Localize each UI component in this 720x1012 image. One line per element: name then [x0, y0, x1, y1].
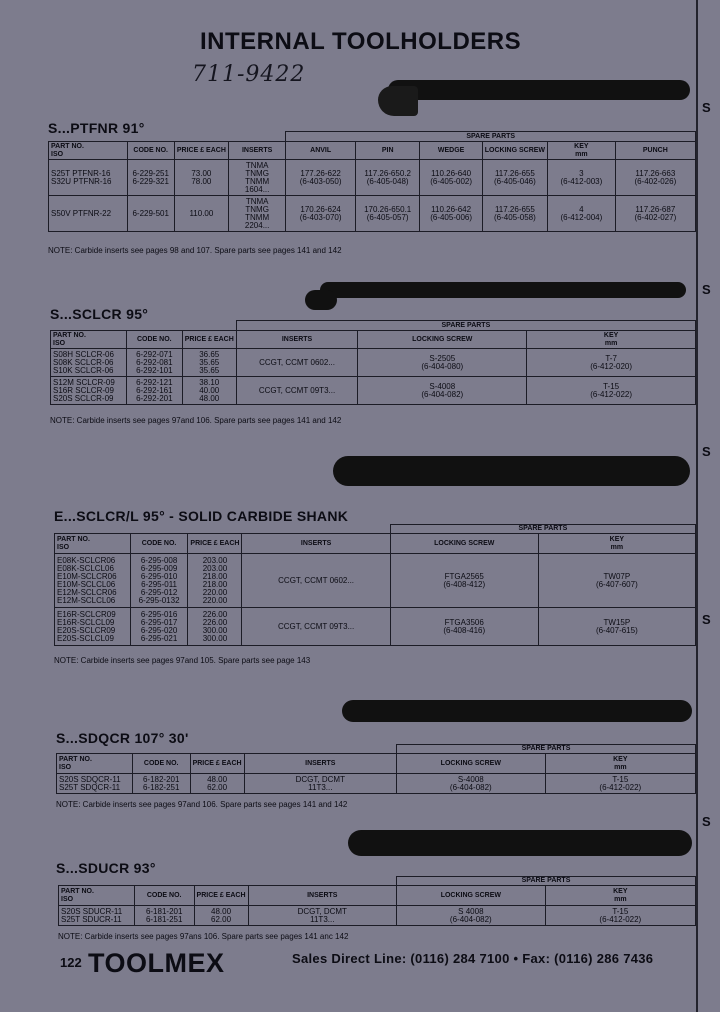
price-cell: 110.00	[174, 196, 228, 232]
table-row	[55, 554, 696, 608]
screw-cell: S 4008 (6-404-082)	[397, 906, 546, 926]
inserts-header: INSERTS	[236, 331, 358, 349]
spare-parts-header: SPARE PARTS	[236, 321, 695, 331]
page-title: INTERNAL TOOLHOLDERS	[200, 28, 522, 55]
table-carbide	[54, 524, 696, 646]
screw-header: LOCKING SCREW	[358, 331, 527, 349]
inserts-cell: DCGT, DCMT 11T3...	[244, 774, 396, 794]
note-sclcr: NOTE: Carbide inserts see pages 97and 106. Spare parts see pages 141 and 142	[50, 416, 342, 425]
price-header: PRICE £ EACH	[188, 534, 242, 554]
anvil-cell: 177.26-622 (6-403-050)	[286, 160, 355, 196]
price-header: PRICE £ EACH	[190, 754, 244, 774]
code-cell: 6-182-201 6-182-251	[132, 774, 190, 794]
iso-cell: E08K-SCLCR06 E08K-SCLCL06 E10M-SCLCR06 E10M-SCLCL06 E12M-SCLCR06 E12M-SCLCL06	[55, 554, 131, 608]
iso-cell: S25T PTFNR-16 S32U PTFNR-16	[49, 160, 128, 196]
code-cell: 6-295-016 6-295-017 6-295-020 6-295-021	[130, 608, 188, 646]
anvil-cell: 170.26-624 (6-403-070)	[286, 196, 355, 232]
edge-letter: S	[702, 612, 711, 627]
code-header: CODE NO.	[130, 534, 188, 554]
section-heading-sclcr: S...SCLCR 95°	[50, 306, 149, 322]
section-heading-sdqcr: S...SDQCR 107° 30'	[56, 730, 189, 746]
price-cell: 226.00 226.00 300.00 300.00	[188, 608, 242, 646]
tool-image-ptfnr	[388, 80, 690, 100]
price-header: PRICE £ EACH	[194, 886, 248, 906]
section-heading-sducr: S...SDUCR 93°	[56, 860, 156, 876]
section-heading-carbide: E...SCLCR/L 95° - SOLID CARBIDE SHANK	[54, 508, 349, 524]
inserts-cell: CCGT, CCMT 09T3...	[242, 608, 390, 646]
key-cell: TW07P (6-407-607)	[538, 554, 695, 608]
screw-cell: FTGA3506 (6-408-416)	[390, 608, 538, 646]
tool-image-sclcr	[320, 282, 686, 298]
spare-parts-header: SPARE PARTS	[397, 745, 696, 754]
price-cell: 48.00 62.00	[190, 774, 244, 794]
punch-header: PUNCH	[615, 142, 695, 160]
key-header: KEY mm	[545, 886, 695, 906]
tool-head-ptfnr	[378, 86, 418, 116]
part-iso-header: PART NO. ISO	[57, 754, 133, 774]
tool-image-sdqcr	[342, 700, 692, 722]
key-header: KEY mm	[545, 754, 695, 774]
page-number: 122	[60, 955, 82, 970]
inserts-cell: TNMA TNMG TNMM 1604...	[228, 160, 286, 196]
part-iso-header: PART NO. ISO	[59, 886, 135, 906]
screw-header: LOCKING SCREW	[482, 142, 547, 160]
section-heading-ptfnr: S...PTFNR 91°	[48, 120, 145, 136]
punch-cell: 117.26-687 (6-402-027)	[615, 196, 695, 232]
iso-cell: S08H SCLCR-06 S08K SCLCR-06 S10K SCLCR-06	[51, 349, 127, 377]
handwritten-note: 711-9422	[192, 62, 306, 87]
price-cell: 36.65 35.65 35.65	[182, 349, 236, 377]
key-cell: T-15 (6-412-022)	[545, 774, 695, 794]
screw-header: LOCKING SCREW	[397, 754, 546, 774]
inserts-cell: CCGT, CCMT 09T3...	[236, 377, 358, 405]
screw-cell: S-2505 (6-404-080)	[358, 349, 527, 377]
code-header: CODE NO.	[127, 142, 174, 160]
key-cell: 3 (6-412-003)	[548, 160, 616, 196]
punch-cell: 117.26-663 (6-402-026)	[615, 160, 695, 196]
inserts-header: INSERTS	[244, 754, 396, 774]
price-cell: 73.00 78.00	[174, 160, 228, 196]
inserts-header: INSERTS	[248, 886, 396, 906]
edge-letter: S	[702, 814, 711, 829]
inserts-cell: TNMA TNMG TNMM 2204...	[228, 196, 286, 232]
table-row	[51, 349, 696, 377]
iso-cell: S20S SDUCR-11 S25T SDUCR-11	[59, 906, 135, 926]
tool-image-carbide	[333, 456, 690, 486]
inserts-cell: DCGT, DCMT 11T3...	[248, 906, 396, 926]
anvil-header: ANVIL	[286, 142, 355, 160]
table-ptfnr	[48, 131, 696, 232]
code-header: CODE NO.	[134, 886, 194, 906]
wedge-header: WEDGE	[420, 142, 482, 160]
edge-letter: S	[702, 444, 711, 459]
price-cell: 38.10 40.00 48.00	[182, 377, 236, 405]
table-row	[51, 377, 696, 405]
screw-cell: S-4008 (6-404-082)	[397, 774, 546, 794]
screw-cell: 117.26-655 (6-405-046)	[482, 160, 547, 196]
code-cell: 6-229-251 6-229-321	[127, 160, 174, 196]
table-row	[49, 196, 696, 232]
note-sducr: NOTE: Carbide inserts see pages 97ans 106. Spare parts see pages 141 anc 142	[58, 932, 349, 941]
code-cell: 6-229-501	[127, 196, 174, 232]
price-cell: 48.00 62.00	[194, 906, 248, 926]
edge-letter: S	[702, 100, 711, 115]
pin-cell: 117.26-650.2 (6-405-048)	[355, 160, 420, 196]
code-cell: 6-292-121 6-292-161 6-292-201	[126, 377, 182, 405]
code-header: CODE NO.	[132, 754, 190, 774]
key-header: KEY mm	[527, 331, 696, 349]
inserts-header: INSERTS	[242, 534, 390, 554]
screw-header: LOCKING SCREW	[397, 886, 546, 906]
wedge-cell: 110.26-642 (6-405-006)	[420, 196, 482, 232]
table-row	[57, 774, 696, 794]
spare-parts-header: SPARE PARTS	[397, 877, 696, 886]
table-sducr	[58, 876, 696, 926]
wedge-cell: 110.26-640 (6-405-002)	[420, 160, 482, 196]
key-cell: TW15P (6-407-615)	[538, 608, 695, 646]
table-sclcr	[50, 320, 696, 405]
table-row	[59, 906, 696, 926]
price-header: PRICE £ EACH	[182, 331, 236, 349]
table-row	[49, 160, 696, 196]
screw-header: LOCKING SCREW	[390, 534, 538, 554]
iso-cell: E16R-SCLCR09 E16R-SCLCL09 E20S-SCLCR09 E20S-SCLCL09	[55, 608, 131, 646]
iso-cell: S50V PTFNR-22	[49, 196, 128, 232]
key-cell: 4 (6-412-004)	[548, 196, 616, 232]
note-ptfnr: NOTE: Carbide inserts see pages 98 and 107. Spare parts see pages 141 and 142	[48, 246, 342, 255]
pin-cell: 170.26-650.1 (6-405-057)	[355, 196, 420, 232]
sales-contact-line: Sales Direct Line: (0116) 284 7100 • Fax: (0116) 286 7436	[292, 951, 654, 966]
screw-cell: 117.26-655 (6-405-058)	[482, 196, 547, 232]
part-iso-header: PART NO. ISO	[55, 534, 131, 554]
spare-parts-header: SPARE PARTS	[390, 525, 695, 534]
price-cell: 203.00 203.00 218.00 218.00 220.00 220.00	[188, 554, 242, 608]
note-sdqcr: NOTE: Carbide inserts see pages 97and 106. Spare parts see pages 141 and 142	[56, 800, 348, 809]
key-header: KEY mm	[538, 534, 695, 554]
key-header: KEY mm	[548, 142, 616, 160]
pin-header: PIN	[355, 142, 420, 160]
adjacent-page-edge	[696, 0, 720, 1012]
code-cell: 6-295-008 6-295-009 6-295-010 6-295-011 6-295-012 6-295-0132	[130, 554, 188, 608]
tool-head-sclcr	[305, 290, 337, 310]
inserts-cell: CCGT, CCMT 0602...	[242, 554, 390, 608]
code-cell: 6-181-201 6-181-251	[134, 906, 194, 926]
code-header: CODE NO.	[126, 331, 182, 349]
edge-letter: S	[702, 282, 711, 297]
screw-cell: FTGA2565 (6-408-412)	[390, 554, 538, 608]
inserts-cell: CCGT, CCMT 0602...	[236, 349, 358, 377]
table-row	[55, 608, 696, 646]
tool-image-sducr	[348, 830, 692, 856]
code-cell: 6-292-071 6-292-081 6-292-101	[126, 349, 182, 377]
spare-parts-header: SPARE PARTS	[286, 132, 696, 142]
screw-cell: S-4008 (6-404-082)	[358, 377, 527, 405]
key-cell: T-15 (6-412-022)	[545, 906, 695, 926]
part-iso-header: PART NO. ISO	[49, 142, 128, 160]
key-cell: T-15 (6-412-022)	[527, 377, 696, 405]
key-cell: T-7 (6-412-020)	[527, 349, 696, 377]
iso-cell: S20S SDQCR-11 S25T SDQCR-11	[57, 774, 133, 794]
price-header: PRICE £ EACH	[174, 142, 228, 160]
table-sdqcr	[56, 744, 696, 794]
part-iso-header: PART NO. ISO	[51, 331, 127, 349]
inserts-header: INSERTS	[228, 142, 286, 160]
iso-cell: S12M SCLCR-09 S16R SCLCR-09 S20S SCLCR-09	[51, 377, 127, 405]
brand-logo: TOOLMEX	[88, 948, 225, 978]
note-carbide: NOTE: Carbide inserts see pages 97and 105. Spare parts see page 143	[54, 656, 311, 665]
